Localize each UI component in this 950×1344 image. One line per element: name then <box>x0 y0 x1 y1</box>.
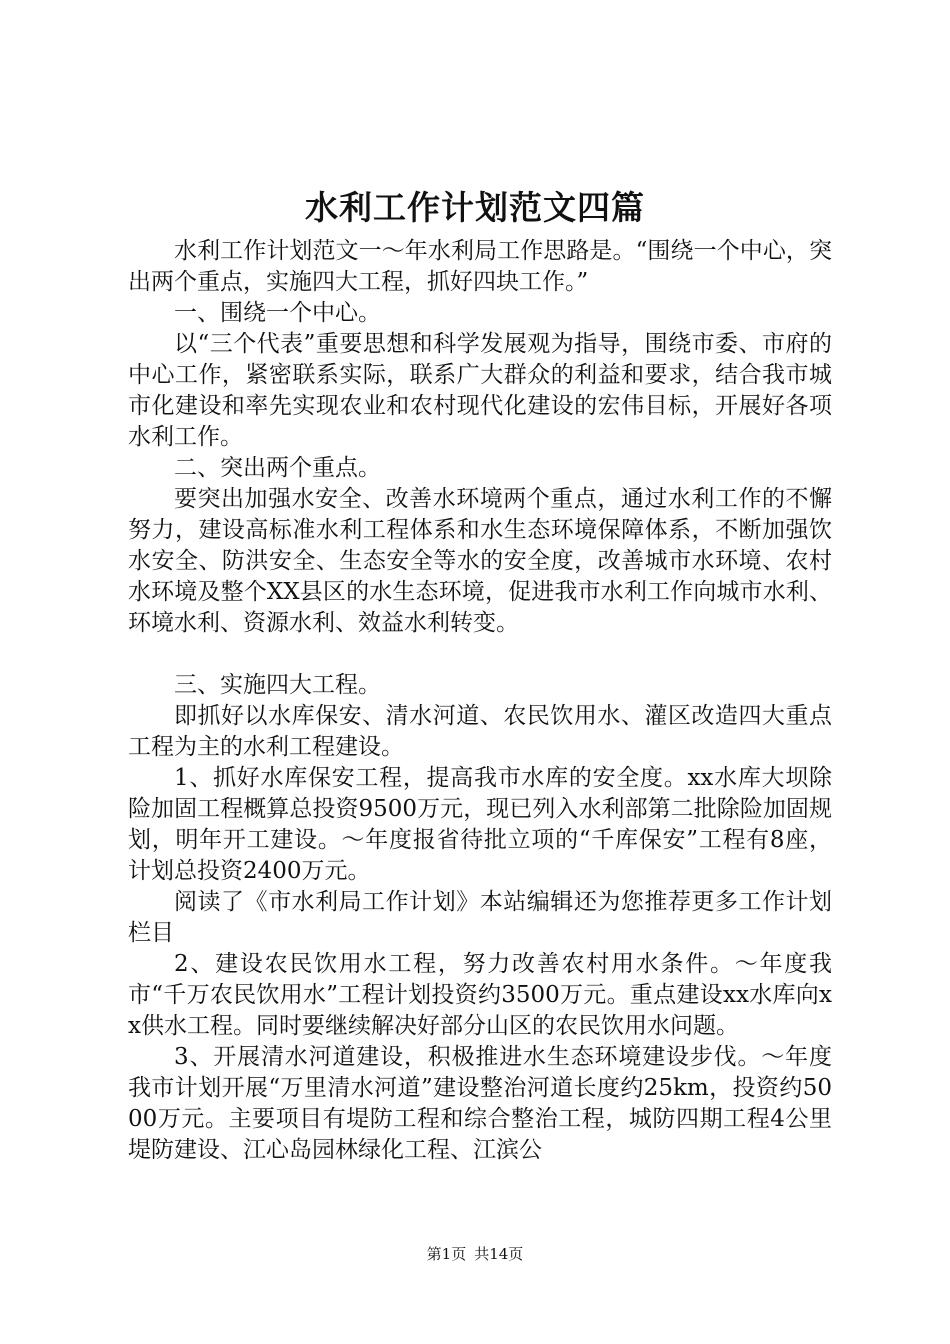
paragraph-item-2: 2、建设农民饮用水工程，努力改善农村用水条件。～年度我市“千万农民饮用水”工程计划投资约3500万元。重点建设xx水库向xx供水工程。同时要继续解决好部分山区的农民饮用水问题。 <box>128 951 832 1039</box>
section-heading-3: 三、实施四大工程。 <box>174 672 381 698</box>
paragraph-section-3: 即抓好以水库保安、清水河道、农民饮用水、灌区改造四大重点工程为主的水利工程建设。 <box>128 703 832 760</box>
paragraph-intro: 水利工作计划范文一～年水利局工作思路是。“围绕一个中心，突出两个重点，实施四大工程，抓好四块工作。” <box>128 238 832 295</box>
page-total: 共14页 <box>474 1245 524 1263</box>
paragraph-section-2: 要突出加强水安全、改善水环境两个重点，通过水利工作的不懈努力，建设高标准水利工程体系和水生态环境保障体系，不断加强饮水安全、防洪安全、生态安全等水的安全度，改善城市水环境、农村水环境及整个XX县区的水生态环境，促进我市水利工作向城市水利、环境水利、资源水利、效益水利转变。 <box>128 486 832 636</box>
page-number: 第1页 <box>426 1245 467 1263</box>
paragraph-item-3: 3、开展清水河道建设，积极推进水生态环境建设步伐。～年度我市计划开展“万里清水河道”建设整治河道长度约25km，投资约5000万元。主要项目有堤防工程和综合整治工程，城防四期工程4公里堤防建设、江心岛园林绿化工程、江滨公 <box>128 1044 832 1163</box>
paragraph-item-1: 1、抓好水库保安工程，提高我市水库的安全度。xx水库大坝除险加固工程概算总投资9500万元，现已列入水利部第二批除险加固规划，明年开工建设。～年度报省待批立项的“千库保安”工程有8座，计划总投资2400万元。 <box>128 765 832 884</box>
paragraph-section-1: 以“三个代表”重要思想和科学发展观为指导，围绕市委、市府的中心工作，紧密联系实际，联系广大群众的利益和要求，结合我市城市化建设和率先实现农业和农村现代化建设的宏伟目标，开展好各项水利工作。 <box>128 331 832 450</box>
page-footer <box>0 1243 950 1265</box>
document-body <box>128 236 832 1166</box>
section-heading-2: 二、突出两个重点。 <box>174 455 381 481</box>
document-title: 水利工作计划范文四篇 <box>305 188 645 227</box>
paragraph-recommendation: 阅读了《市水利局工作计划》本站编辑还为您推荐更多工作计划栏目 <box>128 889 832 946</box>
section-heading-1: 一、围绕一个中心。 <box>174 300 381 326</box>
paragraph-gap <box>128 639 832 670</box>
